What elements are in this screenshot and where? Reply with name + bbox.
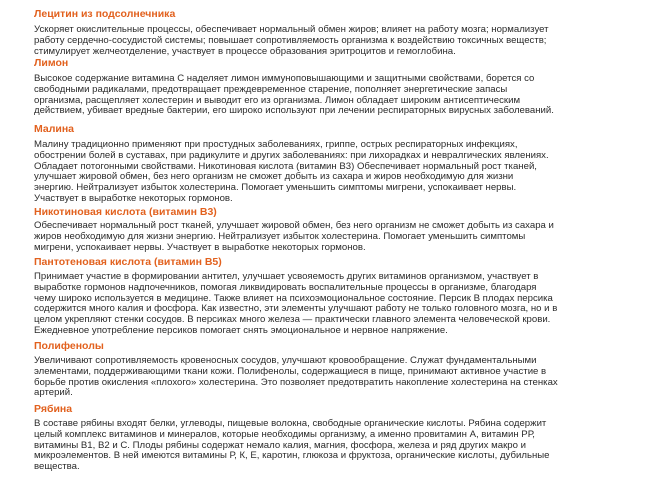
body-text-line: элементами, поддерживающими ткани кожи. Полифенолы, содержащиеся в пище, принимают активное участие в (34, 365, 547, 377)
body-text-line: целом укрепляют стенки сосудов. В персиках много железа — практически главного элемента человеческой крови. (34, 314, 551, 326)
body-text-line: В составе рябины входят белки, углеводы, пищевые волокна, свободные органические кислоты. Рябина содержит (34, 418, 547, 429)
section-heading: Малина (34, 123, 75, 135)
body-text-line: Увеличивают сопротивляемость кровеносных сосудов, улучшают кровообращение. Служат фундаментальными (34, 355, 537, 366)
body-text-line: артерий. (34, 387, 73, 399)
body-text-line: Принимает участие в формировании антител, улучшает усвояемость других витаминов организмом, участвует в (34, 271, 539, 282)
body-text-line: микроэлементов. В ней имеются витамины Р, К, Е, каротин, глюкоза и фруктоза, органические кислоты, дубильные (34, 450, 550, 462)
body-text-line: Ежедневное употребление персиков помогает снять эмоциональное и нервное напряжение. (34, 325, 448, 336)
body-text-line: Обеспечивает нормальный рост тканей, улучшает жировой обмен, без него организм не сможет добыть из сахара и (34, 220, 554, 231)
body-text-line: Малину традиционно применяют при простудных заболеваниях, гриппе, острых респираторных инфекциях, (34, 139, 518, 150)
body-text-line: организма, расщепляет холестерин и выводит его из организма. Лимон обладает широким антисептическим (34, 94, 521, 106)
body-text-line: витамины В1, В2 и С. Плоды рябины содержат немало калия, магния, фосфора, железа и ряд других макро и (34, 439, 526, 451)
body-text-line: энергию. Нейтрализует избыток холестерина. Помогает уменьшить симптомы мигрени, успокаивает нервы. (34, 182, 517, 194)
section-heading: Лимон (34, 57, 69, 69)
body-text-line: чему широко используется в медицине. Также влияет на психоэмоциональное состояние. Персик В плодах персика (34, 292, 553, 304)
body-text-line: улучшает жировой обмен, без него организм не сможет добыть из сахара и жиров необходимую для жизни (34, 171, 514, 183)
body-text-line: Высокое содержание витамина С наделяет лимон иммуноповышающими и защитными свойствами, борется со (34, 73, 535, 84)
body-text-line: действием, убивает вредные бактерии, его широко используют при лечении респираторных вирусных заболеваний. (34, 105, 554, 117)
section-heading: Пантотеновая кислота (витамин В5) (34, 256, 222, 268)
body-text-line: жиров необходимую для жизни энергию. Нейтрализует избыток холестерина. Помогает уменьшить симптомы (34, 230, 526, 242)
body-text-line: Обладает потогонными свойствами. Никотиновая кислота (витамин В3) Обеспечивает нормальный рост тканей, (34, 160, 537, 172)
body-text-line: работу сердечно-сосудистой системы; повышает сопротивляемость организма к воздействию токсичных веществ; (34, 34, 547, 46)
body-text-line: выработке гормонов надпочечников, помогая ликвидировать воспалительные процессы в организме, благодаря (34, 281, 537, 293)
body-text-line: стимулирует желчеотделение, участвует в процессе образования эритроцитов и гемоглобина. (34, 45, 456, 57)
body-text-line: мигрени, успокаивает нервы. Участвует в выработке некоторых гормонов. (34, 241, 366, 253)
body-text-line: борьбе против окисления «плохого» холестерина. Это позволяет предотвратить накопление холестерина на стенках (34, 376, 558, 388)
body-text-line: Участвует в выработке некоторых гормонов. (34, 193, 233, 204)
body-text-line: Ускоряет окислительные процессы, обеспечивает нормальный обмен жиров; влияет на работу мозга; нормализует (34, 24, 549, 35)
body-text-line: содержится много калия и фосфора. Как известно, эти элементы улучшают работу не только головного мозга, но и в (34, 303, 558, 315)
body-text-line: свободными радикалами, предотвращает преждевременное старение, пополняет энергетические запасы (34, 83, 508, 95)
section-heading: Никотиновая кислота (витамин В3) (34, 206, 217, 218)
section-heading: Полифенолы (34, 340, 104, 352)
body-text-line: обострении болей в суставах, при радикулите и других заболеваниях: при лихорадках и невралгических явлениях. (34, 149, 549, 161)
body-text-line: целый комплекс витаминов и минералов, которые необходимы организму, а именно провитамин А, витамин РР, (34, 428, 535, 440)
section-heading: Рябина (34, 403, 73, 415)
body-text-line: вещества. (34, 461, 80, 473)
section-heading: Лецитин из подсолнечника (34, 8, 176, 20)
